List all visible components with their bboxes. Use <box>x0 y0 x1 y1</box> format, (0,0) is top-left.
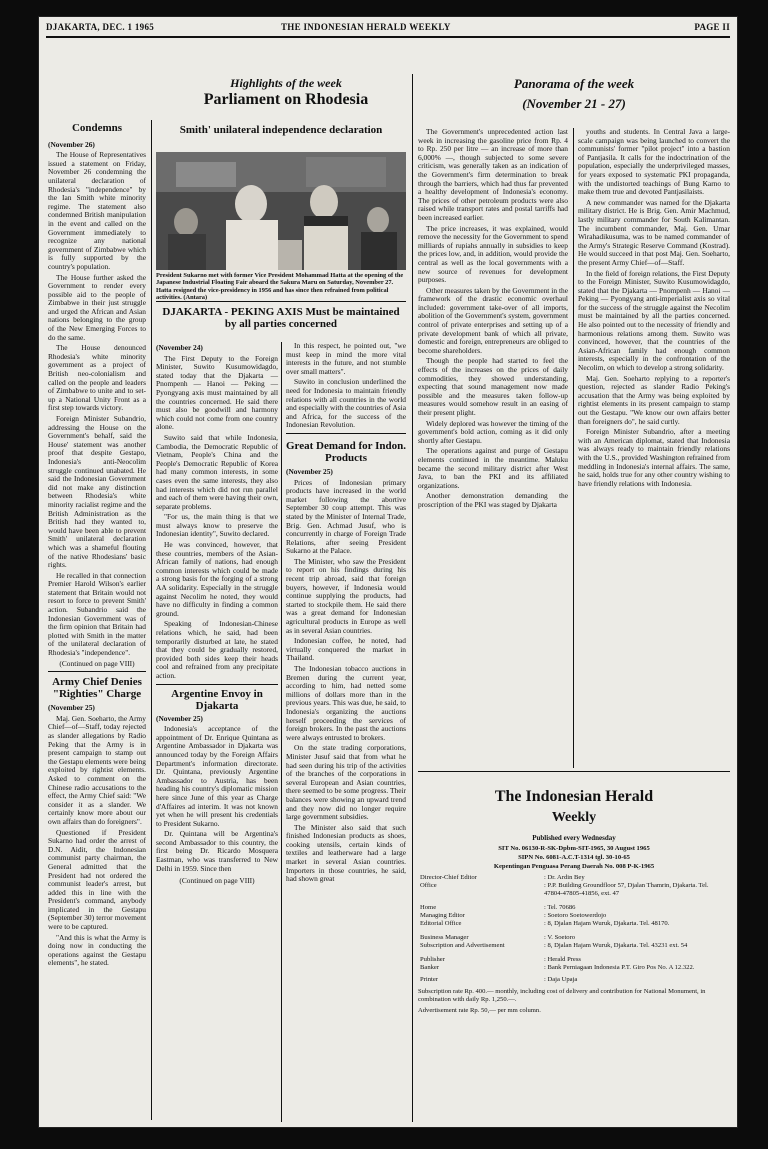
column-1 <box>48 124 146 970</box>
army-chief-para: "And this is what the Army is doing now in conducting the operations against the Gestapu elements", he stated. <box>48 932 146 968</box>
column-3 <box>286 342 406 886</box>
panorama-para: Though the people had started to feel the effects of the increases on the prices of daily commodities, they showed understanding, expecting that sound management now made possible and the measures taken follow-up measures would somehow result in an easing of their present plight. <box>418 356 568 417</box>
masthead-published: Published every Wednesday <box>532 834 616 842</box>
masthead-subscription: Subscription rate Rp. 400.— monthly, including cost of delivery and contribution for National Monument, in combination with daily Rp. 1,250.—. <box>418 988 706 1003</box>
panorama-para: The price increases, it was explained, would remove the necessity for the Government to spend milliards of rupiahs annually in subsidies to keep the prices low, and, in addition, would provide the central as well as the local governments with a new source of revenues for development purposes. <box>418 223 568 285</box>
axis-para: The First Deputy to the Foreign Minister, Suwito Kusumowidagdo, stated today that the Djakarta — Pnompenh — Hanoi — Peking — Pyongyang axis must maintained by all the countries concerned. He said there must also be goodwill and harmony which could not come from one country alone. <box>156 353 278 432</box>
great-demand-para: Indonesian coffee, he noted, had virtually conquered the market in Thailand. <box>286 636 406 663</box>
masthead-box <box>418 776 730 1015</box>
header-page-number: PAGE II <box>694 22 730 32</box>
masthead-row: Publisher : Herald Press <box>420 956 581 963</box>
great-demand-para: The Indonesian tobacco auctions in Bremen during the current year, according to him, had netted some millions of dollars more than in the previous years. This was due, he said, to Indonesia's organizing the auctions herself proceeding the services of foreign brokers. In the past the auctions were always entrusted to brokers. <box>286 664 406 742</box>
masthead-row: Director-Chief Editor : Dr. Ardin Bey <box>420 874 585 881</box>
panorama-para: A new commander was named for the Djakarta military district. He is Brig. Gen. Amir Machmud, lastly military commander for South Kalimantan. The incumbent commander, Maj. Gen. Umar Wirahadikusuma, was to be named commander of the Army's Strategic Reserve Command (Kostrad). He would succeed in that post Maj. Gen. Soeharto, the present Army Chief—of—Staff. <box>578 197 730 267</box>
newspaper-page <box>38 16 738 1128</box>
condemns-continued: (Continued on page VIII) <box>59 658 135 668</box>
masthead-subtitle: Weekly <box>551 810 597 825</box>
masthead-row: Editorial Office : 8, Djalan Hajam Wuruk, Djakarta. Tel. 48170. <box>420 920 670 927</box>
smith-heading <box>156 124 406 136</box>
page-header <box>46 20 730 38</box>
masthead-row: Home : Tel. 70686 <box>420 904 576 911</box>
axis-para: In this respect, he pointed out, "we must keep in mind the more vital interests in the future, and not stumble over small matters". <box>286 341 406 376</box>
photo-image <box>156 152 406 270</box>
masthead-kepentingan: Kepentingan Penguasa Perang Daerah No. 008 P-K-1965 <box>493 863 655 870</box>
smith-headline: Smith' unilateral independence declaration <box>179 124 383 136</box>
condemns-para: The House further asked the Government to render every possible aid to the people of Zimbabwe in their just struggle and urged the African and Asian nations belonging to the group of the New Emerging Forces to do the same. <box>48 272 146 342</box>
condemns-para: The House of Representatives issued a statement on Friday, November 26 condemning the unilateral declaration of Rhodesia's "independence" by the Ian Smith white minority regime. The statement also condemned British manipulation in the event and called on the Government immediately to recognize any national government of Zimbabwe which is fully supported by the country's population. <box>48 150 146 271</box>
masthead-row: Subscription and Advertisement : 8, Djalan Hajam Wuruk, Djakarta. Tel. 43231 ext. 54 <box>420 942 688 949</box>
panorama-dates: (November 21 - 27) <box>522 96 626 111</box>
envoy-headline: Argentine Envoy in Djakarta <box>171 687 263 712</box>
panorama-para: The operations against and purge of Gestapu elements continued in the meantime. Maluku became the second military district after West Java, to ban the PKI and its affiliated organizations. <box>418 446 568 490</box>
panorama-heading <box>418 76 730 112</box>
masthead-row: Business Manager : V. Soetoro <box>420 934 576 941</box>
highlights-heading <box>136 76 436 108</box>
panorama-para: youths and students. In Central Java a large-scale campaign was being launched to convert the communists' former "pilot project" into a bastion of Pantjasila. It calls for the indoctrination of the population, especially the underprivileged masses, for years exposed to systematic PKI propaganda, with the undistorted teachings of Bung Karno to make them true and devoted Pantjasilaists. <box>578 128 730 197</box>
condemns-para: He recalled in that connection Premier Harold Wilson's earlier statement that Britain would not resort to force to prevent Smith' action. Subandrio said the Indonesian Government was of the firm opinion that Britain had plotted with Smith in the matter of the unilateral declaration of Rhodesia's "independence". <box>48 570 146 658</box>
army-chief-para: Questioned if President Sukarno had order the arrest of D.N. Aidit, the Indonesian communist party chairman, the General admitted that the President had not ordered the communist leader's arrest, but added this in line with the President's command, anybody implicated in the Gestapu (September 30) terror movement were to be captured. <box>48 827 146 932</box>
panorama-para: In the field of foreign relations, the First Deputy to the Foreign Minister, Suwito Kusumowidagdo, stated that the Djakarta — Pnompenh — Hanoi — Peking — Pyongyang anti-imperialist axis so vital for the success of the struggle against the Necolim must be maintained by all the parties concerned. He also pointed out to the necessity of friendly and harmonious relations among them. Suwito was convinced, however, that the countries of the Asian-African family had enough common interests, especially in the confrontation of the Necolim, on which to develop a strong solidarity. <box>578 268 730 373</box>
axis-para: Speaking of Indonesian-Chinese relations which, he said, had been temporarily disturbed at late, he stated that they could be gradually restored, provided both sides keep their heads cool and refrained from any precipitate action. <box>156 619 278 680</box>
panorama-para: Maj. Gen. Soeharto replying to a reporter's question, rejected as slander Radio Peking's accusation that the Army was being exploited by rightist elements in its present campaign to stamp out the Gestapu. "We know our own affairs better than foreigners do", he said curtly. <box>578 373 730 426</box>
axis-para: "For us, the main thing is that we must always know to preserve the Indonesian identity", Suwito declared. <box>156 512 278 539</box>
masthead-title: The Indonesian Herald <box>494 788 654 805</box>
panorama-para: Other measures taken by the Government in the framework of the drastic economic overhaul included: government take-over of all imports, abolition of the Government's system, government control of private enterprises and setting up of a private development bank of which all private, domestic and foreign, entrepreneurs are obliged to become shareholders. <box>418 285 568 355</box>
panorama-kicker: Panorama of the week <box>513 76 635 91</box>
column-2 <box>156 342 278 890</box>
axis-para: He was convinced, however, that these countries, members of the Asian-African family of nations, had enough common interests which could be made a strong basis for the forging of a strong AA solidarity. Especially in the struggle against Necolim he noted, they would have no difficulty in finding a common ground. <box>156 540 278 618</box>
highlights-kicker: Highlights of the week <box>230 76 342 90</box>
axis-para: Suwito in conclusion underlined the need for Indonesia to maintain friendly relations with all countries in the world and especially with the countries of Asia and Africa, for the success of the Indonesian Revolution. <box>286 377 406 430</box>
axis-para: Suwito said that while Indonesia, Cambodia, the Democratic Republic of Vietnam, People's China and the People's Democratic Republic of Korea had many common interests, in some cases even the same interests, they also had interests which did not run parallel and each of them were having their own, separate problems. <box>156 432 278 511</box>
masthead-row: Printer : Daja Upaja <box>420 976 578 983</box>
masthead-row: Banker : Bank Perniagaan Indonesia P.T. Giro Pos No. A 12.322. <box>420 964 695 971</box>
condemns-headline: Condemns <box>71 122 123 134</box>
condemns-para: Foreign Minister Subandrio, addressing the House on the Government's behalf, said the House' statement was another proof that despite Gestapo, Indonesia's anti-Neocolim struggle continued unabated. He said the Indonesian Government did not make any distinction between Rhodesia's white minority racialist regime and the British Administration as the British had they wanted to, would have been able to prevent Smith' unilateral declaration which was a shameful flouting of the native Rhodesians' basic rights. <box>48 414 146 570</box>
masthead-sit: SIT No. 06130-R-SK-Dpbm-SIT-1965, 30 August 1965 <box>498 845 650 852</box>
axis-date: (November 24) <box>156 343 203 352</box>
panorama-para: Widely deplored was however the timing of the government's bold action, coming as it did only shortly after Gestapu. <box>418 418 568 445</box>
great-demand-date: (November 25) <box>286 466 333 476</box>
news-photo <box>156 152 406 270</box>
header-date: DJAKARTA, DEC. 1 1965 <box>46 22 155 32</box>
header-paper-name: THE INDONESIAN HERALD WEEKLY <box>281 22 451 32</box>
envoy-para: Dr. Quintana will be Argentina's second Ambassador to this country, the first being Dr. Ricardo Mosquera Eastman, who was transferred to New Delhi in 1959. Since then <box>156 829 278 873</box>
envoy-para: Indonesia's acceptance of the appointment of Dr. Enrique Quintana as Argentine Ambassador in Djakarta was announced today by the Foreign Affairs Department's information directorate. Dr. Quintana, previously Argentine Ambassador to Austria, has been heading his country's diplomatic mission here since June of this year as Charge d'Affaires ad interim. It was not known yet when he will present his credentials to President Sukarno. <box>156 724 278 828</box>
panorama-column-right <box>578 128 730 768</box>
panorama-para: Another demonstration demanding the proscription of the PKI was staged by Djakarta <box>418 491 568 509</box>
army-chief-headline: Army Chief Denies "Righties" Charge <box>52 676 142 701</box>
great-demand-para: The Minister also said that such finished Indonesian products as shoes, cooking utensils, certain kinds of textiles and leatherware had a large market in several Asian countries. Importers in those countries, he said, had shown great <box>286 822 406 884</box>
condemns-para: The House denounced Rhodesia's white minority government as a project of British neo-colonialism and called on the people and leaders of Zimbabwe to unite and to set-up a National Unity Front as a first step towards victory. <box>48 343 146 413</box>
masthead-row: Managing Editor : Soetoro Soetowerdojo <box>420 912 607 919</box>
army-chief-date: (November 25) <box>48 703 95 713</box>
masthead-row: Office : P.P. Building Groundfloor 57, Djalan Thamrin, Djakarta. Tel. 47804-47805-41856, ext. 47 <box>420 882 709 897</box>
army-chief-para: Maj. Gen. Soeharto, the Army Chief—of—Staff, today rejected as slander allegations by Radio Peking that the Army is in present campaign to stamp out the Gestapu elements were being exploited by rightist elements. Asked to comment on the Chinese radio accusations to the effect, the Army Chief said: "We consider it as a slander. We certainly know more about our own affairs than do foreigners". <box>48 713 146 826</box>
envoy-continued: (Continued on page VIII) <box>179 876 255 886</box>
envoy-date: (November 25) <box>156 713 203 723</box>
great-demand-para: The Minister, who saw the President to report on his findings during his recent trip abroad, said that foreign buyers, however, if Indonesia would continue supplying the products, had started to stockpile them. He said there was a great demand for Indonesian agricultural products in Europe as well as in several Asian countries. <box>286 556 406 635</box>
masthead-sipn: SIPN No. 6081-A.C.T-1314 tgl. 30-10-65 <box>518 854 630 861</box>
panorama-para: Foreign Minister Subandrio, after a meeting with an American diplomat, stated that Indonesia was always ready to maintain friendly relations with the U.S., provided Washington refrained from meddling in Indonesia's internal affairs. The same, he said, holds true for any other country wishing to have friendly relations with Indonesia. <box>578 427 730 488</box>
masthead-staff-table <box>418 874 730 984</box>
great-demand-headline: Great Demand for Indon. Products <box>286 439 406 464</box>
photo-caption: President Sukarno met with former Vice President Mohammad Hatta at the opening of the Japanese Industrial Floating Fair aboard the Sakura Maru on Saturday, November 27. Hatta resigned the vice-presidency in 1956 and has since then refrained from political activities. (Antara) <box>156 272 404 302</box>
great-demand-para: On the state trading corporations, Minister Jusuf said that from what he had seen during his trip of the activities of the branches of the corporations in several European and Asian countries, there seemed to be some progress. Their balances were showing an upward trend and they now did no longer require large government subsidies. <box>286 743 406 822</box>
great-demand-para: Prices of Indonesian primary products have increased in the world market following the abortive September 30 coup attempt. This was stated by the Minister of Internal Trade, Brig. Gen. Achmad Jusuf, who is concurrently in charge of Foreign Trade Relations, after seeing President Sukarno at the Palace. <box>286 477 406 556</box>
panorama-para: The Government's unprecedented action last week in increasing the gasoline price from Rp. 4 to Rp. 250 per litre — an increase of more than 6,000% —, though subjected to some severe criticism, was generally taken as an indication of the Government's firm determination to break through the barriers, which had thus far prevented a healthy development of Indonesia's economy. The prices of other petroleum products were also raised while transport rates and postal tarriffs had been increased earlier. <box>418 128 568 222</box>
panorama-column-left <box>418 128 568 768</box>
masthead-advert: Advertisement rate Rp. 50,— per mm column. <box>418 1007 541 1014</box>
parliament-headline: Parliament on Rhodesia <box>203 91 369 108</box>
axis-headline: DJAKARTA - PEKING AXIS Must be maintained by all parties concerned <box>162 306 400 330</box>
condemns-date: (November 26) <box>48 139 95 149</box>
